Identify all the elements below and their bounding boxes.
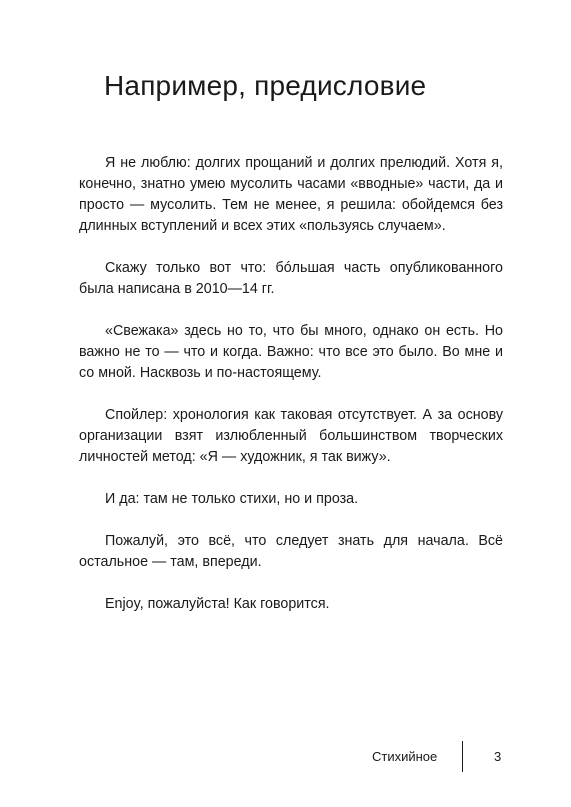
footer-divider <box>462 741 463 772</box>
paragraph: «Свежака» здесь но то, что бы много, однако он есть. Но важно не то — что и когда. Важно: что все это было. Во мне и со мной. Насквозь и по-настоящему. <box>79 323 503 381</box>
paragraph: Я не люблю: долгих прощаний и долгих прелюдий. Хотя я, конечно, знатно умею мусолить часами «вводные» части, да и просто — мусолить. Тем не менее, я решила: обойдемся без длинных вступлений и всех этих «пользуясь случаем». <box>79 155 503 234</box>
paragraph: Enjoy, пожалуйста! Как говорится. <box>105 596 330 612</box>
page-number: 3 <box>494 749 502 764</box>
paragraph: Скажу только вот что: бóльшая часть опубликованного была написана в 2010—14 гг. <box>79 260 503 297</box>
chapter-title: Например, предисловие <box>104 70 427 101</box>
paragraph: Спойлер: хронология как таковая отсутствует. А за основу организации взят излюбленный большинством творческих личностей метод: «Я — художник, я так вижу». <box>79 407 503 465</box>
paragraph: И да: там не только стихи, но и проза. <box>105 491 359 507</box>
body-text <box>79 153 503 636</box>
paragraph: Пожалуй, это всё, что следует знать для начала. Всё остальное — там, впереди. <box>79 533 503 570</box>
running-title: Стихийное <box>372 749 438 764</box>
